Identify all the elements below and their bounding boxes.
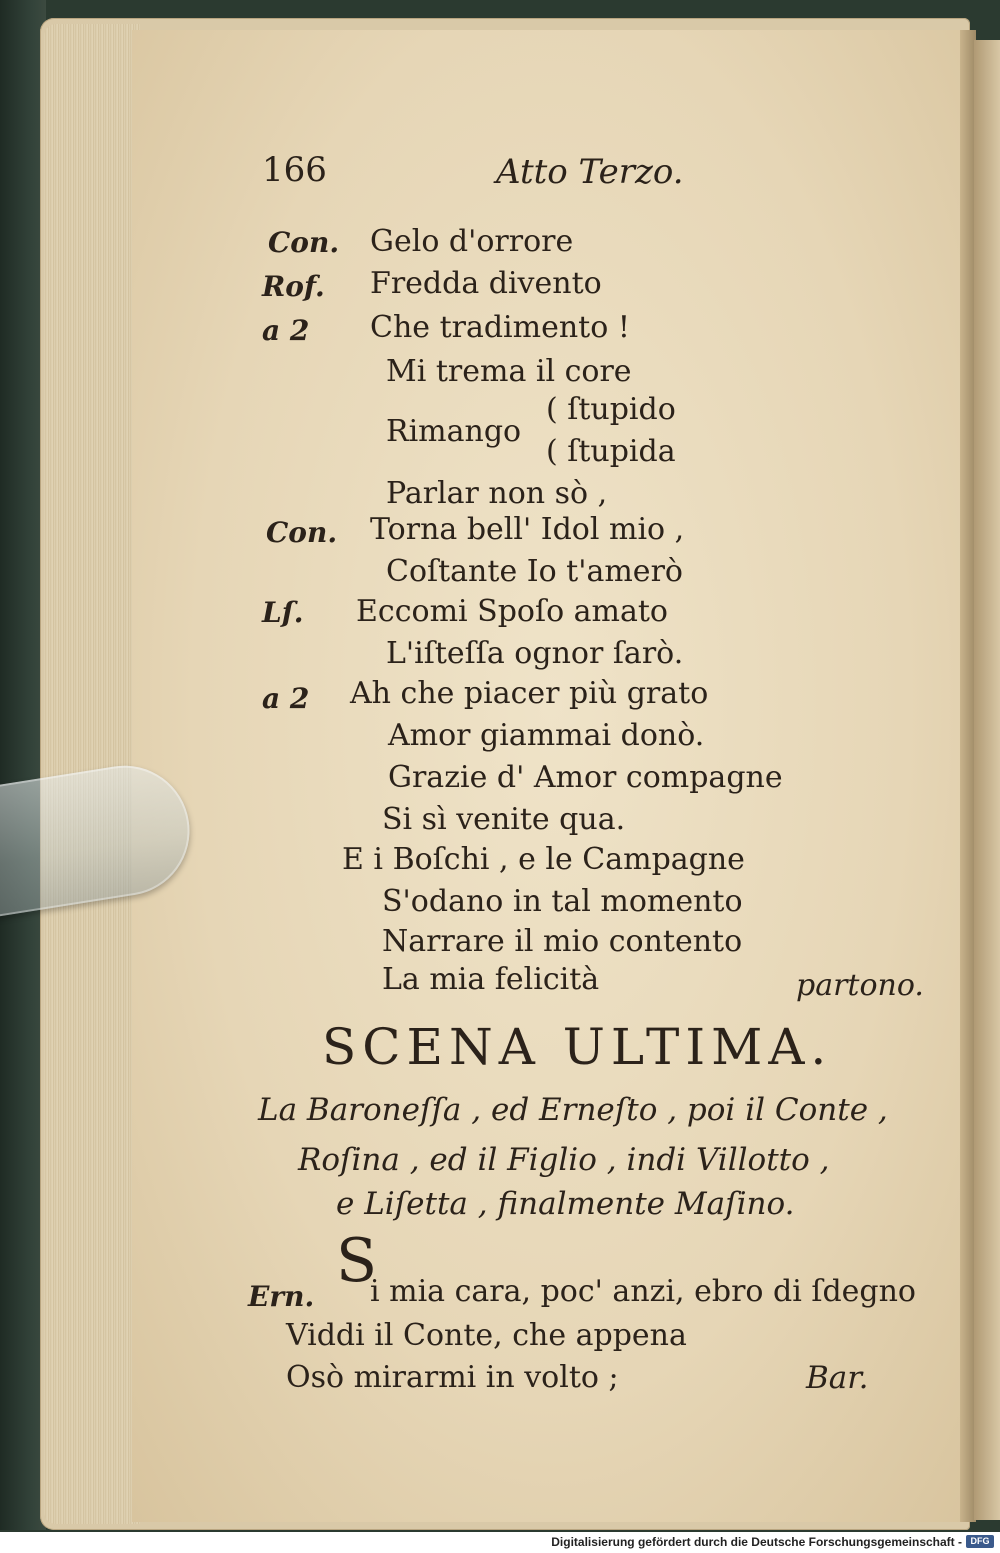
verse-line: Coſtante Io t'amerò — [386, 554, 683, 589]
verse-line: E i Boſchi , e le Campagne — [342, 842, 745, 877]
scene-heading: SCENA ULTIMA. — [322, 1018, 833, 1076]
running-title: Atto Terzo. — [496, 152, 684, 192]
stage-direction: partono. — [796, 968, 924, 1003]
verse-line: Grazie d' Amor compagne — [388, 760, 783, 795]
speaker-label: Con. — [266, 516, 338, 549]
verse-line: Mi trema il core — [386, 354, 632, 389]
verse-line: La mia felicità — [382, 962, 600, 997]
cast-line: La Baroneſſa , ed Erneſto , poi il Conte , — [258, 1092, 888, 1128]
catchword: Bar. — [806, 1360, 869, 1396]
drop-cap: S — [336, 1226, 378, 1296]
speaker-label: Lſ. — [262, 596, 304, 629]
speaker-label: a 2 — [262, 682, 310, 715]
cast-line: Roſina , ed il Figlio , indi Villotto , — [298, 1142, 830, 1178]
speaker-label: a 2 — [262, 314, 310, 347]
verse-line: L'iſteſſa ognor ſarò. — [386, 636, 684, 671]
funding-note: Digitalisierung gefördert durch die Deutsche Forschungsgemeinschaft - — [551, 1535, 962, 1549]
prose-line: Osò mirarmi in volto ; — [286, 1360, 619, 1395]
speaker-label: Rof. — [262, 270, 325, 303]
verse-line: Parlar non sò , — [386, 476, 608, 511]
facing-page-edge — [974, 40, 1000, 1520]
verse-line: Rimango — [386, 414, 522, 449]
verse-line: Che tradimento ! — [370, 310, 630, 345]
verse-line: ( ſtupida — [546, 434, 676, 469]
speaker-label: Ern. — [248, 1280, 315, 1313]
verse-line: Amor giammai donò. — [388, 718, 705, 753]
dfg-logo-icon: DFG — [966, 1535, 994, 1548]
verse-line: ( ſtupido — [546, 392, 676, 427]
verse-line: Narrare il mio contento — [382, 924, 743, 959]
page-number: 166 — [262, 150, 327, 190]
prose-line: i mia cara, poc' anzi, ebro di ſdegno — [370, 1274, 916, 1309]
verse-line: Si sì venite qua. — [382, 802, 626, 837]
verse-line: Ah che piacer più grato — [350, 676, 709, 711]
cast-line: e Liſetta , finalmente Maſino. — [336, 1186, 795, 1222]
speaker-label: Con. — [268, 226, 340, 259]
verse-line: Torna bell' Idol mio , — [370, 512, 685, 547]
verse-line: Fredda divento — [370, 266, 602, 301]
verse-line: Eccomi Spoſo amato — [356, 594, 668, 629]
verse-line: Gelo d'orrore — [370, 224, 574, 259]
verse-line: S'odano in tal momento — [382, 884, 743, 919]
prose-line: Viddi il Conte, che appena — [286, 1318, 687, 1353]
